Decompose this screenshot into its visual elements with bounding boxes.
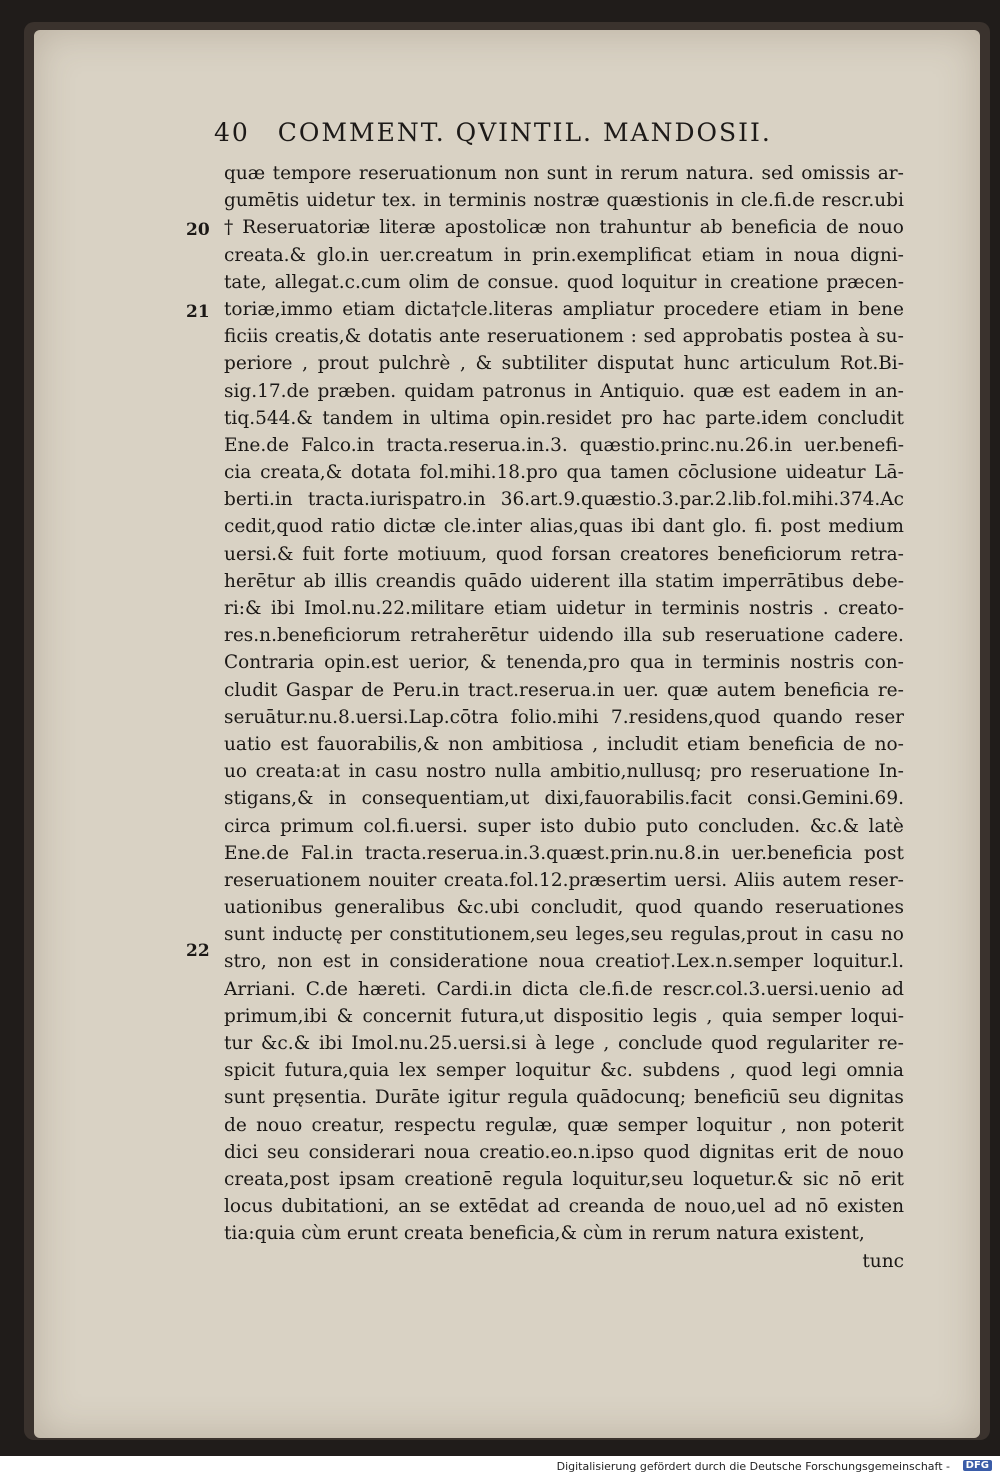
margin-number-20: 20 — [186, 220, 210, 240]
text-line: circa primum col.fi.uersi. super isto dubio puto concluden. &c.& latè — [224, 815, 904, 837]
text-line: cia creata,& dotata fol.mihi.18.pro qua tamen cōclusione uideatur Lā- — [224, 462, 904, 484]
text-line: ficiis creatis,& dotatis ante reseruationem : sed approbatis postea à su- — [224, 326, 904, 348]
text-line: tia:quia cùm erunt creata beneficia,& cùm in rerum natura existent, — [224, 1223, 865, 1245]
text-line: reseruationem nouiter creata.fol.12.præsertim uersi. Aliis autem reser- — [224, 869, 904, 891]
text-line: locus dubitationi, an se extēdat ad creanda de nouo,uel ad nō existen — [224, 1196, 904, 1218]
text-line: uo creata:at in casu nostro nulla ambitio,nullusq; pro reseruatione In- — [224, 761, 904, 783]
body-text — [224, 160, 904, 1275]
text-line: stro, non est in consideratione noua creatio†.Lex.n.semper loquitur.l. — [224, 951, 904, 973]
text-line: tiq.544.& tandem in ultima opin.residet pro hac parte.idem concludit — [224, 407, 904, 429]
text-line: cedit,quod ratio dictæ cle.inter alias,quas ibi dant glo. fi. post medium — [224, 516, 904, 538]
text-line: de nouo creatur, respectu regulæ, quæ semper loquitur , non poterit — [224, 1114, 904, 1136]
text-line: herētur ab illis creandis quādo uiderent illa statim imperrātibus debe- — [224, 570, 904, 592]
text-line: spicit futura,quia lex semper loquitur &c. subdens , quod legi omnia — [224, 1060, 904, 1082]
dfg-logo: DFG — [963, 1460, 992, 1471]
text-line: primum,ibi & concernit futura,ut dispositio legis , quia semper loqui- — [224, 1005, 904, 1027]
text-line: tur &c.& ibi Imol.nu.25.uersi.si à lege , conclude quod regulariter re- — [224, 1033, 904, 1054]
page-header — [214, 118, 914, 154]
text-line: sunt inductę per constitutionem,seu leges,seu regulas,prout in casu no — [224, 924, 904, 946]
text-line: periore , prout pulchrè , & subtiliter disputat hunc articulum Rot.Bi- — [224, 353, 904, 375]
text-line: ri:& ibi Imol.nu.22.militare etiam uidetur in terminis nostris . creato- — [224, 598, 904, 619]
text-line: uationibus generalibus &c.ubi concludit, quod quando reseruationes — [224, 897, 904, 919]
running-title: COMMENT. QVINTIL. MANDOSII. — [277, 118, 772, 147]
text-line: tate, allegat.c.cum olim de consue. quod loquitur in creatione præcen- — [224, 271, 904, 293]
text-line: uersi.& fuit forte motiuum, quod forsan creatores beneficiorum retra- — [224, 543, 904, 565]
text-line: berti.in tracta.iurispatro.in 36.art.9.quæstio.3.par.2.lib.fol.mihi.374.Ac — [224, 489, 904, 511]
text-line: † Reseruatoriæ literæ apostolicæ non trahuntur ab beneficia de nouo — [224, 217, 904, 239]
text-line: seruātur.nu.8.uersi.Lap.cōtra folio.mihi 7.residens,quod quando reser — [224, 706, 904, 728]
text-line: creata,post ipsam creationē regula loquitur,seu loquetur.& sic nō erit — [224, 1168, 904, 1190]
text-line: gumētis uidetur tex. in terminis nostræ quæstionis in cle.fi.de rescr.ubi — [224, 190, 904, 212]
text-line: uatio est fauorabilis,& non ambitiosa , includit etiam beneficia de no- — [224, 733, 904, 755]
text-line: cludit Gaspar de Peru.in tract.reserua.in uer. quæ autem beneficia re- — [224, 679, 904, 701]
text-line: sunt pręsentia. Durāte igitur regula quādocunq; beneficiū seu dignitas — [224, 1087, 904, 1109]
text-line: Ene.de Falco.in tracta.reserua.in.3. quæstio.princ.nu.26.in uer.benefi- — [224, 434, 904, 456]
footer-credit: Digitalisierung gefördert durch die Deutsche Forschungsgemeinschaft - — [556, 1460, 950, 1473]
text-line: toriæ,immo etiam dicta†cle.literas ampliatur procedere etiam in bene — [224, 298, 904, 320]
text-line: Contraria opin.est uerior, & tenenda,pro qua in terminis nostris con- — [224, 652, 904, 674]
text-line: Ene.de Fal.in tracta.reserua.in.3.quæst.prin.nu.8.in uer.beneficia post — [224, 842, 904, 864]
margin-number-22: 22 — [186, 941, 210, 961]
digitization-footer — [0, 1456, 1000, 1477]
text-line: Arriani. C.de hæreti. Cardi.in dicta cle.fi.de rescr.col.3.uersi.uenio ad — [224, 978, 904, 1000]
text-line: stigans,& in consequentiam,ut dixi,fauorabilis.facit consi.Gemini.69. — [224, 788, 904, 810]
margin-number-21: 21 — [186, 302, 210, 322]
text-line: dici seu considerari noua creatio.eo.n.ipso quod dignitas erit de nouo — [224, 1141, 904, 1163]
text-line: quæ tempore reseruationum non sunt in rerum natura. sed omissis ar- — [224, 163, 904, 184]
text-line: creata.& glo.in uer.creatum in prin.exemplificat etiam in noua digni- — [224, 244, 904, 266]
folio-number: 40 — [214, 118, 250, 147]
text-line: res.n.beneficiorum retraherētur uidendo illa sub reseruatione cadere. — [224, 625, 904, 647]
catchword: tunc — [862, 1250, 904, 1272]
text-line: sig.17.de præben. quidam patronus in Antiquio. quæ est eadem in an- — [224, 380, 904, 402]
